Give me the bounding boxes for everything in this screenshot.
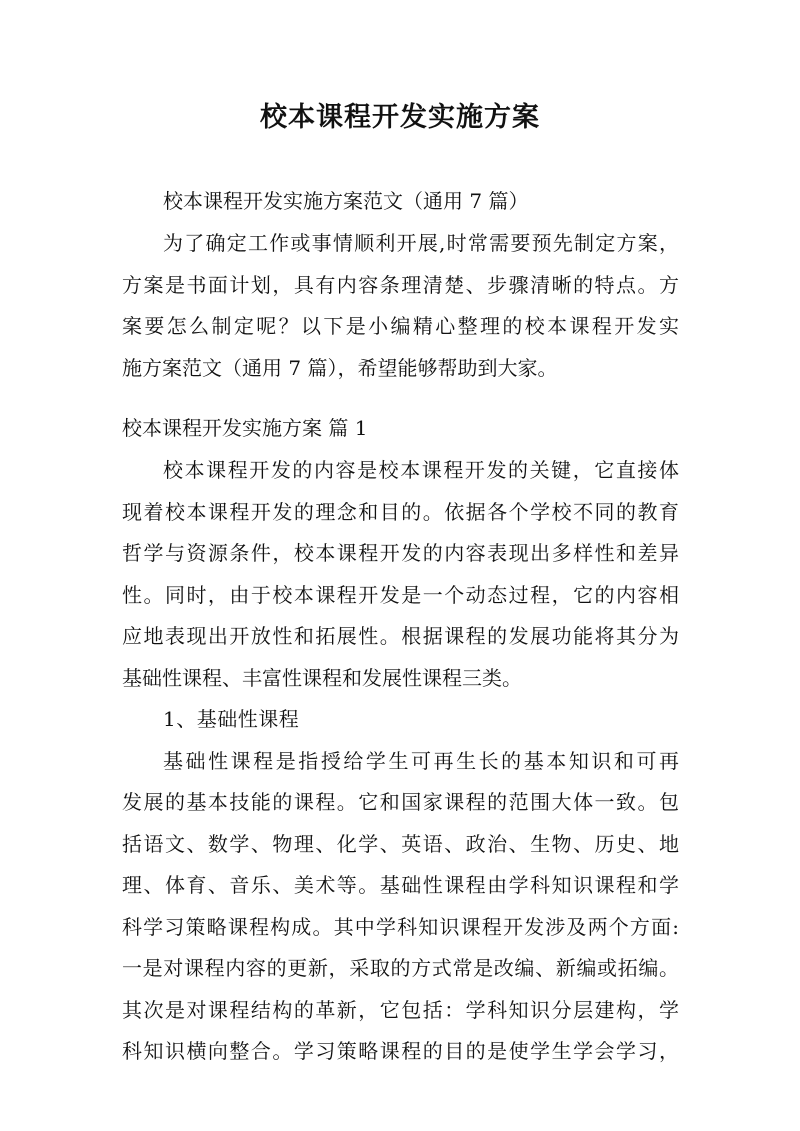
paragraph-line: 校本课程开发的内容是校本课程开发的关键，它直接体 xyxy=(163,458,679,482)
document-title: 校本课程开发实施方案 xyxy=(260,102,540,133)
paragraph-line: 一是对课程内容的更新，采取的方式常是改编、新编或拓编。 xyxy=(122,956,679,980)
paragraph-line: 其次是对课程结构的革新，它包括：学科知识分层建构，学 xyxy=(122,998,679,1022)
paragraph-line: 基础性课程、丰富性课程和发展性课程三类。 xyxy=(122,666,522,690)
paragraph-line: 哲学与资源条件，校本课程开发的内容表现出多样性和差异 xyxy=(122,541,679,565)
paragraph-line: 括语文、数学、物理、化学、英语、政治、生物、历史、地 xyxy=(122,832,679,856)
paragraph-line: 科知识横向整合。学习策略课程的目的是使学生学会学习， xyxy=(122,1039,679,1063)
paragraph-line: 发展的基本技能的课程。它和国家课程的范围大体一致。包 xyxy=(122,790,679,814)
paragraph-line: 现着校本课程开发的理念和目的。依据各个学校不同的教育 xyxy=(122,500,679,524)
paragraph-line: 理、体育、音乐、美术等。基础性课程由学科知识课程和学 xyxy=(122,873,679,897)
paragraph-line: 性。同时，由于校本课程开发是一个动态过程，它的内容相 xyxy=(122,583,679,607)
intro-line: 案要怎么制定呢？以下是小编精心整理的校本课程开发实 xyxy=(122,314,679,338)
subheading: 1、基础性课程 xyxy=(163,707,300,731)
intro-line: 为了确定工作或事情顺利开展,时常需要预先制定方案， xyxy=(163,231,679,255)
intro-line: 方案是书面计划，具有内容条理清楚、步骤清晰的特点。方 xyxy=(122,273,679,297)
section-heading: 校本课程开发实施方案 篇 1 xyxy=(122,416,368,440)
paragraph-line: 应地表现出开放性和拓展性。根据课程的发展功能将其分为 xyxy=(122,624,679,648)
intro-line: 施方案范文（通用 7 篇），希望能够帮助到大家。 xyxy=(122,356,558,380)
intro-subtitle: 校本课程开发实施方案范文（通用 7 篇） xyxy=(163,189,529,213)
paragraph-line: 基础性课程是指授给学生可再生长的基本知识和可再 xyxy=(163,749,679,773)
paragraph-line: 科学习策略课程构成。其中学科知识课程开发涉及两个方面: xyxy=(122,915,679,939)
